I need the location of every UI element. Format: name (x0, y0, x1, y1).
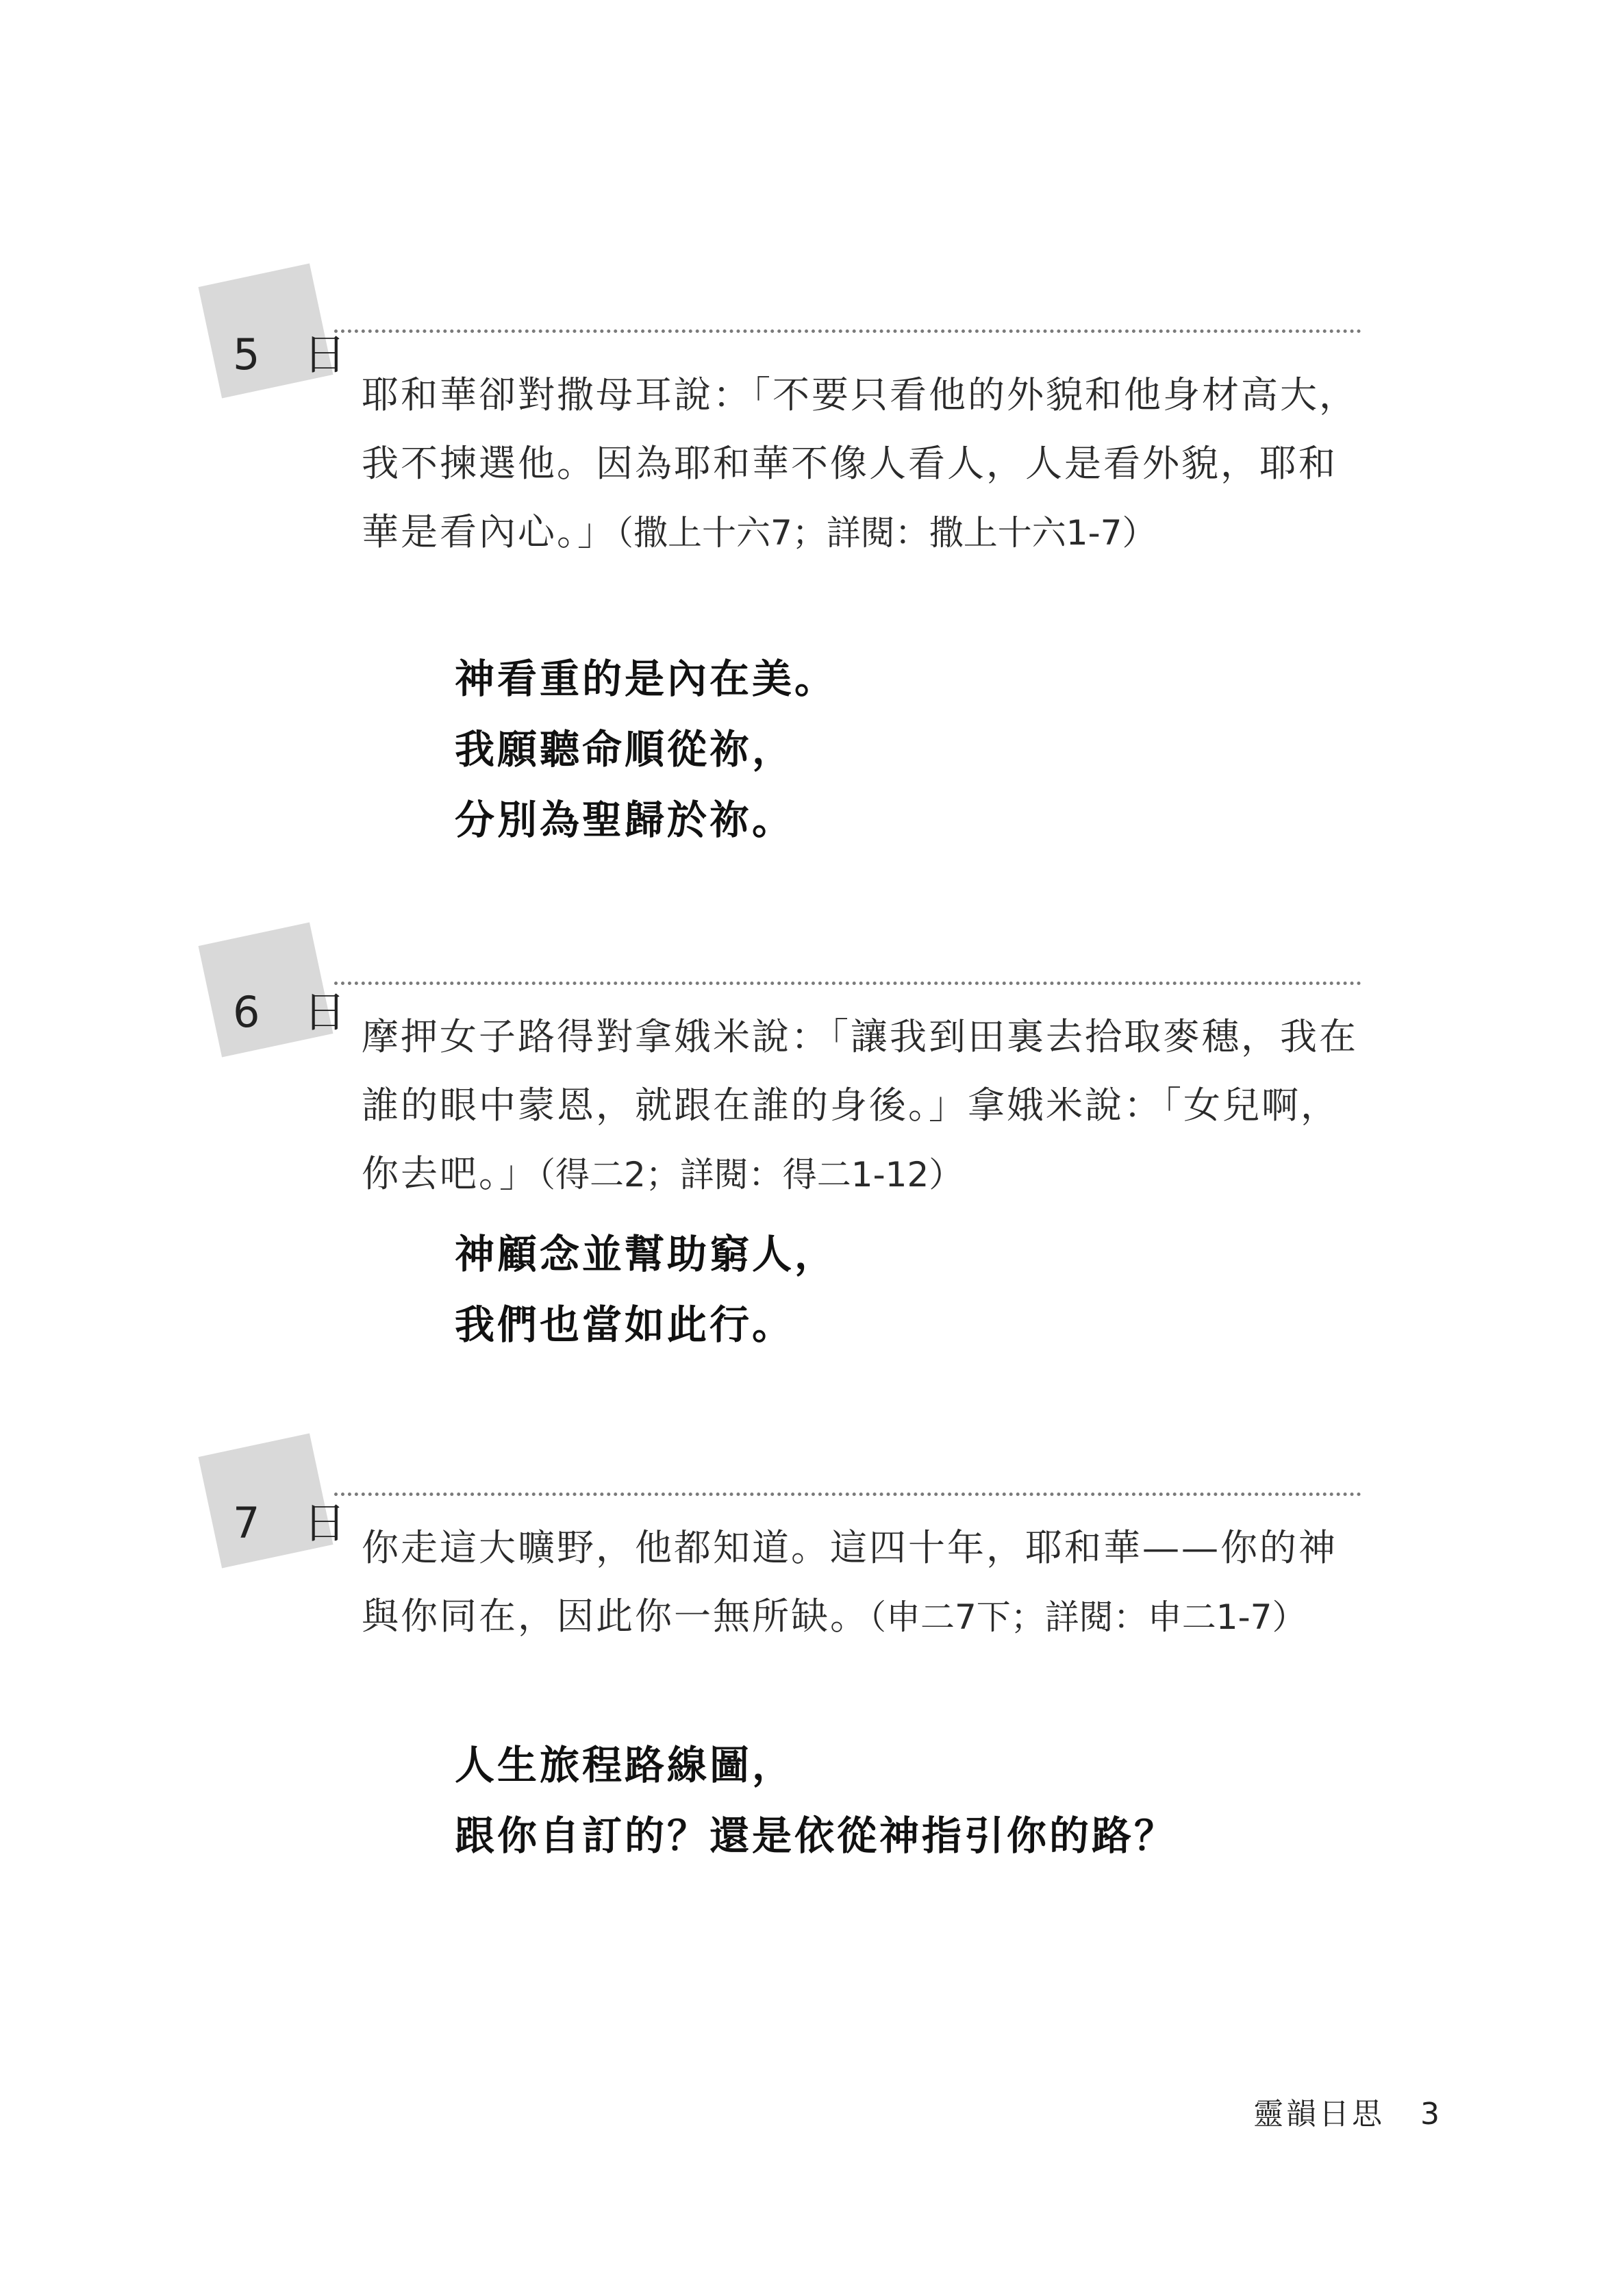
dotted-divider (334, 329, 1361, 333)
reflection-text (455, 1730, 1177, 1871)
verse-reference: （撒上十六7；詳閱：撒上十六1-7） (616, 513, 1157, 553)
verse-text: 摩押女子路得對拿娥米說：「讓我到田裏去拾取麥穗，我在誰的眼中蒙恩，就跟在誰的身後。」拿娥米說：「女兒啊，你去吧。」 (362, 1015, 1358, 1195)
dotted-divider (334, 1493, 1361, 1496)
scripture-verse (362, 1514, 1361, 1651)
book-title: 靈韻日思 (1253, 2097, 1385, 2132)
scripture-verse (362, 1003, 1361, 1209)
verse-text: 耶和華卻對撒母耳說：「不要只看他的外貌和他身材高大，我不揀選他。因為耶和華不像人看人，人是看外貌，耶和華是看內心。」 (362, 373, 1358, 553)
reflection-text (455, 1219, 837, 1360)
reflection-text (455, 644, 837, 856)
day-label: 5 日 (233, 329, 362, 379)
reflection-line: 跟你自訂的？還是依從神指引你的路？ (455, 1812, 1177, 1859)
verse-reference: （申二7下；詳閱：申二1-7） (869, 1597, 1307, 1637)
page-number: 3 (1420, 2097, 1440, 2132)
day-label: 6 日 (233, 987, 362, 1037)
reflection-line: 神看重的是內在美。 (455, 656, 838, 702)
page-footer (1253, 2089, 1440, 2133)
reflection-line: 我願聽命順從祢， (455, 726, 795, 773)
reflection-line: 我們也當如此行。 (455, 1301, 795, 1348)
dotted-divider (334, 982, 1361, 985)
reflection-line: 人生旅程路線圖， (455, 1742, 795, 1788)
verse-reference: （得二2；詳閱：得二1-12） (538, 1155, 964, 1195)
day-label: 7 日 (233, 1498, 362, 1548)
scripture-verse (362, 361, 1361, 567)
verse-text: 你走這大曠野，他都知道。這四十年，耶和華——你的神與你同在，因此你一無所缺。 (362, 1526, 1337, 1638)
reflection-line: 分別為聖歸於祢。 (455, 797, 795, 843)
reflection-line: 神顧念並幫助窮人， (455, 1231, 838, 1277)
